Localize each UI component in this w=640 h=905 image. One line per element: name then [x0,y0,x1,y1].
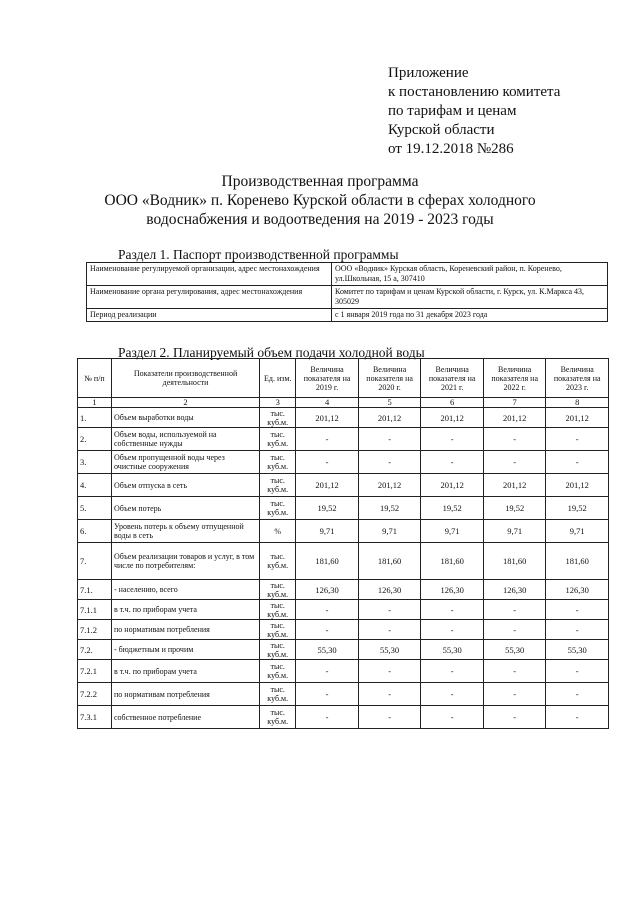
row-number: 6. [78,520,112,543]
row-value: 9,71 [483,520,546,543]
row-value: 181,60 [296,543,359,580]
table-row [78,580,609,600]
supply-volume-table [77,358,609,729]
header-year: Величина показателя на 2020 г. [358,359,421,398]
row-value: - [421,620,484,640]
section2-heading: Раздел 2. Планируемый объем подачи холодной воды [118,345,425,360]
row-value: 55,30 [421,640,484,660]
row-value: - [546,428,609,451]
row-number: 5. [78,497,112,520]
row-number: 7.1. [78,580,112,600]
row-value: - [546,706,609,729]
passport-value: ООО «Водник» Курская область, Кореневский район, п. Коренево, ул.Школьная, 15 а, 307410 [332,263,608,286]
row-unit: тыс. куб.м. [260,451,296,474]
row-value: 181,60 [358,543,421,580]
row-value: - [358,428,421,451]
row-value: 19,52 [546,497,609,520]
row-value: - [358,600,421,620]
row-value: - [358,683,421,706]
row-value: 126,30 [296,580,359,600]
passport-row [87,309,608,322]
title-line: водоснабжения и водоотведения на 2019 - 2023 годы [146,211,494,228]
table-row [78,451,609,474]
row-value: 9,71 [358,520,421,543]
row-unit: тыс. куб.м. [260,543,296,580]
row-value: 55,30 [483,640,546,660]
row-value: - [546,660,609,683]
row-unit: тыс. куб.м. [260,660,296,683]
row-value: - [421,706,484,729]
passport-table [86,262,608,322]
row-value: - [483,451,546,474]
row-unit: тыс. куб.м. [260,640,296,660]
row-indicator: - бюджетным и прочим [112,640,260,660]
header-year: Величина показателя на 2019 г. [296,359,359,398]
row-unit: тыс. куб.м. [260,620,296,640]
appendix-line: Курской области [388,122,495,138]
row-unit: тыс. куб.м. [260,474,296,497]
row-value: - [296,600,359,620]
table-row [78,640,609,660]
passport-value: Комитет по тарифам и ценам Курской области, г. Курск, ул. К.Маркса 43, 305029 [332,286,608,309]
row-value: - [358,620,421,640]
table-row [78,706,609,729]
row-value: 55,30 [546,640,609,660]
row-indicator: по нормативам потребления [112,683,260,706]
row-value: - [296,620,359,640]
row-value: 201,12 [421,408,484,428]
row-value: 181,60 [483,543,546,580]
appendix-block [388,64,560,159]
row-unit: тыс. куб.м. [260,706,296,729]
title-line: ООО «Водник» п. Коренево Курской области в сферах холодного [104,192,536,209]
row-value: 126,30 [358,580,421,600]
row-value: 9,71 [546,520,609,543]
row-indicator: Объем потерь [112,497,260,520]
row-number: 7.2.1 [78,660,112,683]
row-value: 201,12 [296,474,359,497]
row-value: - [296,683,359,706]
row-indicator: Объем выработки воды [112,408,260,428]
row-indicator: в т.ч. по приборам учета [112,600,260,620]
section1-heading: Раздел 1. Паспорт производственной программы [118,247,399,262]
row-indicator: Объем отпуска в сеть [112,474,260,497]
table-header-row [78,359,609,398]
row-value: - [546,683,609,706]
table-row [78,543,609,580]
row-value: - [483,683,546,706]
row-value: - [483,660,546,683]
row-number: 7.2.2 [78,683,112,706]
row-value: 201,12 [296,408,359,428]
passport-label: Период реализации [87,309,332,322]
row-number: 7.3.1 [78,706,112,729]
row-value: - [483,600,546,620]
row-value: - [421,600,484,620]
row-value: - [296,660,359,683]
column-number: 1 [78,398,112,408]
row-indicator: Объем воды, используемой на собственные нужды [112,428,260,451]
appendix-line: Приложение [388,65,469,81]
row-number: 7.1.2 [78,620,112,640]
row-number: 1. [78,408,112,428]
row-unit: % [260,520,296,543]
row-value: 181,60 [546,543,609,580]
passport-label: Наименование органа регулирования, адрес местонахождения [87,286,332,309]
row-value: 201,12 [421,474,484,497]
appendix-line: от 19.12.2018 №286 [388,141,514,157]
row-value: - [358,451,421,474]
row-value: - [296,706,359,729]
row-value: 19,52 [483,497,546,520]
column-number: 3 [260,398,296,408]
passport-row [87,286,608,309]
row-indicator: в т.ч. по приборам учета [112,660,260,683]
row-value: 201,12 [483,408,546,428]
header-unit: Ед. изм. [260,359,296,398]
row-value: 19,52 [421,497,484,520]
row-indicator: по нормативам потребления [112,620,260,640]
table-row [78,620,609,640]
row-value: 181,60 [421,543,484,580]
row-number: 2. [78,428,112,451]
row-value: - [483,706,546,729]
row-unit: тыс. куб.м. [260,408,296,428]
row-value: 201,12 [358,474,421,497]
row-value: 201,12 [546,474,609,497]
row-value: - [546,451,609,474]
row-indicator: Уровень потерь к объему отпущенной воды в сеть [112,520,260,543]
table-row [78,408,609,428]
header-num: № п/п [78,359,112,398]
title-line: Производственная программа [221,173,419,190]
row-unit: тыс. куб.м. [260,683,296,706]
row-value: - [421,683,484,706]
row-number: 3. [78,451,112,474]
row-number: 7. [78,543,112,580]
row-value: - [546,620,609,640]
table-row [78,520,609,543]
appendix-line: по тарифам и ценам [388,103,517,119]
row-value: - [421,451,484,474]
row-indicator: - населению, всего [112,580,260,600]
table-row [78,497,609,520]
row-value: 126,30 [546,580,609,600]
row-number: 4. [78,474,112,497]
document-title [60,172,580,229]
row-value: - [358,706,421,729]
row-value: 9,71 [421,520,484,543]
column-number: 8 [546,398,609,408]
passport-row [87,263,608,286]
row-value: 55,30 [358,640,421,660]
row-value: - [483,620,546,640]
row-number: 7.1.1 [78,600,112,620]
header-year: Величина показателя на 2021 г. [421,359,484,398]
row-value: - [421,660,484,683]
table-row [78,683,609,706]
column-number: 2 [112,398,260,408]
row-number: 7.2. [78,640,112,660]
row-value: - [546,600,609,620]
column-number: 4 [296,398,359,408]
row-value: - [296,451,359,474]
row-value: 201,12 [546,408,609,428]
row-value: - [296,428,359,451]
row-indicator: Объем реализации товаров и услуг, в том числе по потребителям: [112,543,260,580]
table-row [78,660,609,683]
column-number: 7 [483,398,546,408]
row-value: 19,52 [296,497,359,520]
row-unit: тыс. куб.м. [260,600,296,620]
header-year: Величина показателя на 2022 г. [483,359,546,398]
row-indicator: собственное потребление [112,706,260,729]
row-value: 9,71 [296,520,359,543]
column-number: 5 [358,398,421,408]
column-number: 6 [421,398,484,408]
row-value: - [483,428,546,451]
row-value: - [421,428,484,451]
passport-label: Наименование регулируемой организации, адрес местонахождения [87,263,332,286]
row-value: 201,12 [358,408,421,428]
table-row [78,600,609,620]
header-year: Величина показателя на 2023 г. [546,359,609,398]
row-value: 126,30 [421,580,484,600]
row-unit: тыс. куб.м. [260,497,296,520]
appendix-line: к постановлению комитета [388,84,561,100]
row-value: 126,30 [483,580,546,600]
header-indicator: Показатели производственной деятельности [112,359,260,398]
row-indicator: Объем пропущенной воды через очистные сооружения [112,451,260,474]
row-value: 55,30 [296,640,359,660]
row-unit: тыс. куб.м. [260,428,296,451]
table-row [78,428,609,451]
row-value: - [358,660,421,683]
row-unit: тыс. куб.м. [260,580,296,600]
row-value: 201,12 [483,474,546,497]
column-number-row [78,398,609,408]
row-value: 19,52 [358,497,421,520]
table-row [78,474,609,497]
passport-value: с 1 января 2019 года по 31 декабря 2023 года [332,309,608,322]
